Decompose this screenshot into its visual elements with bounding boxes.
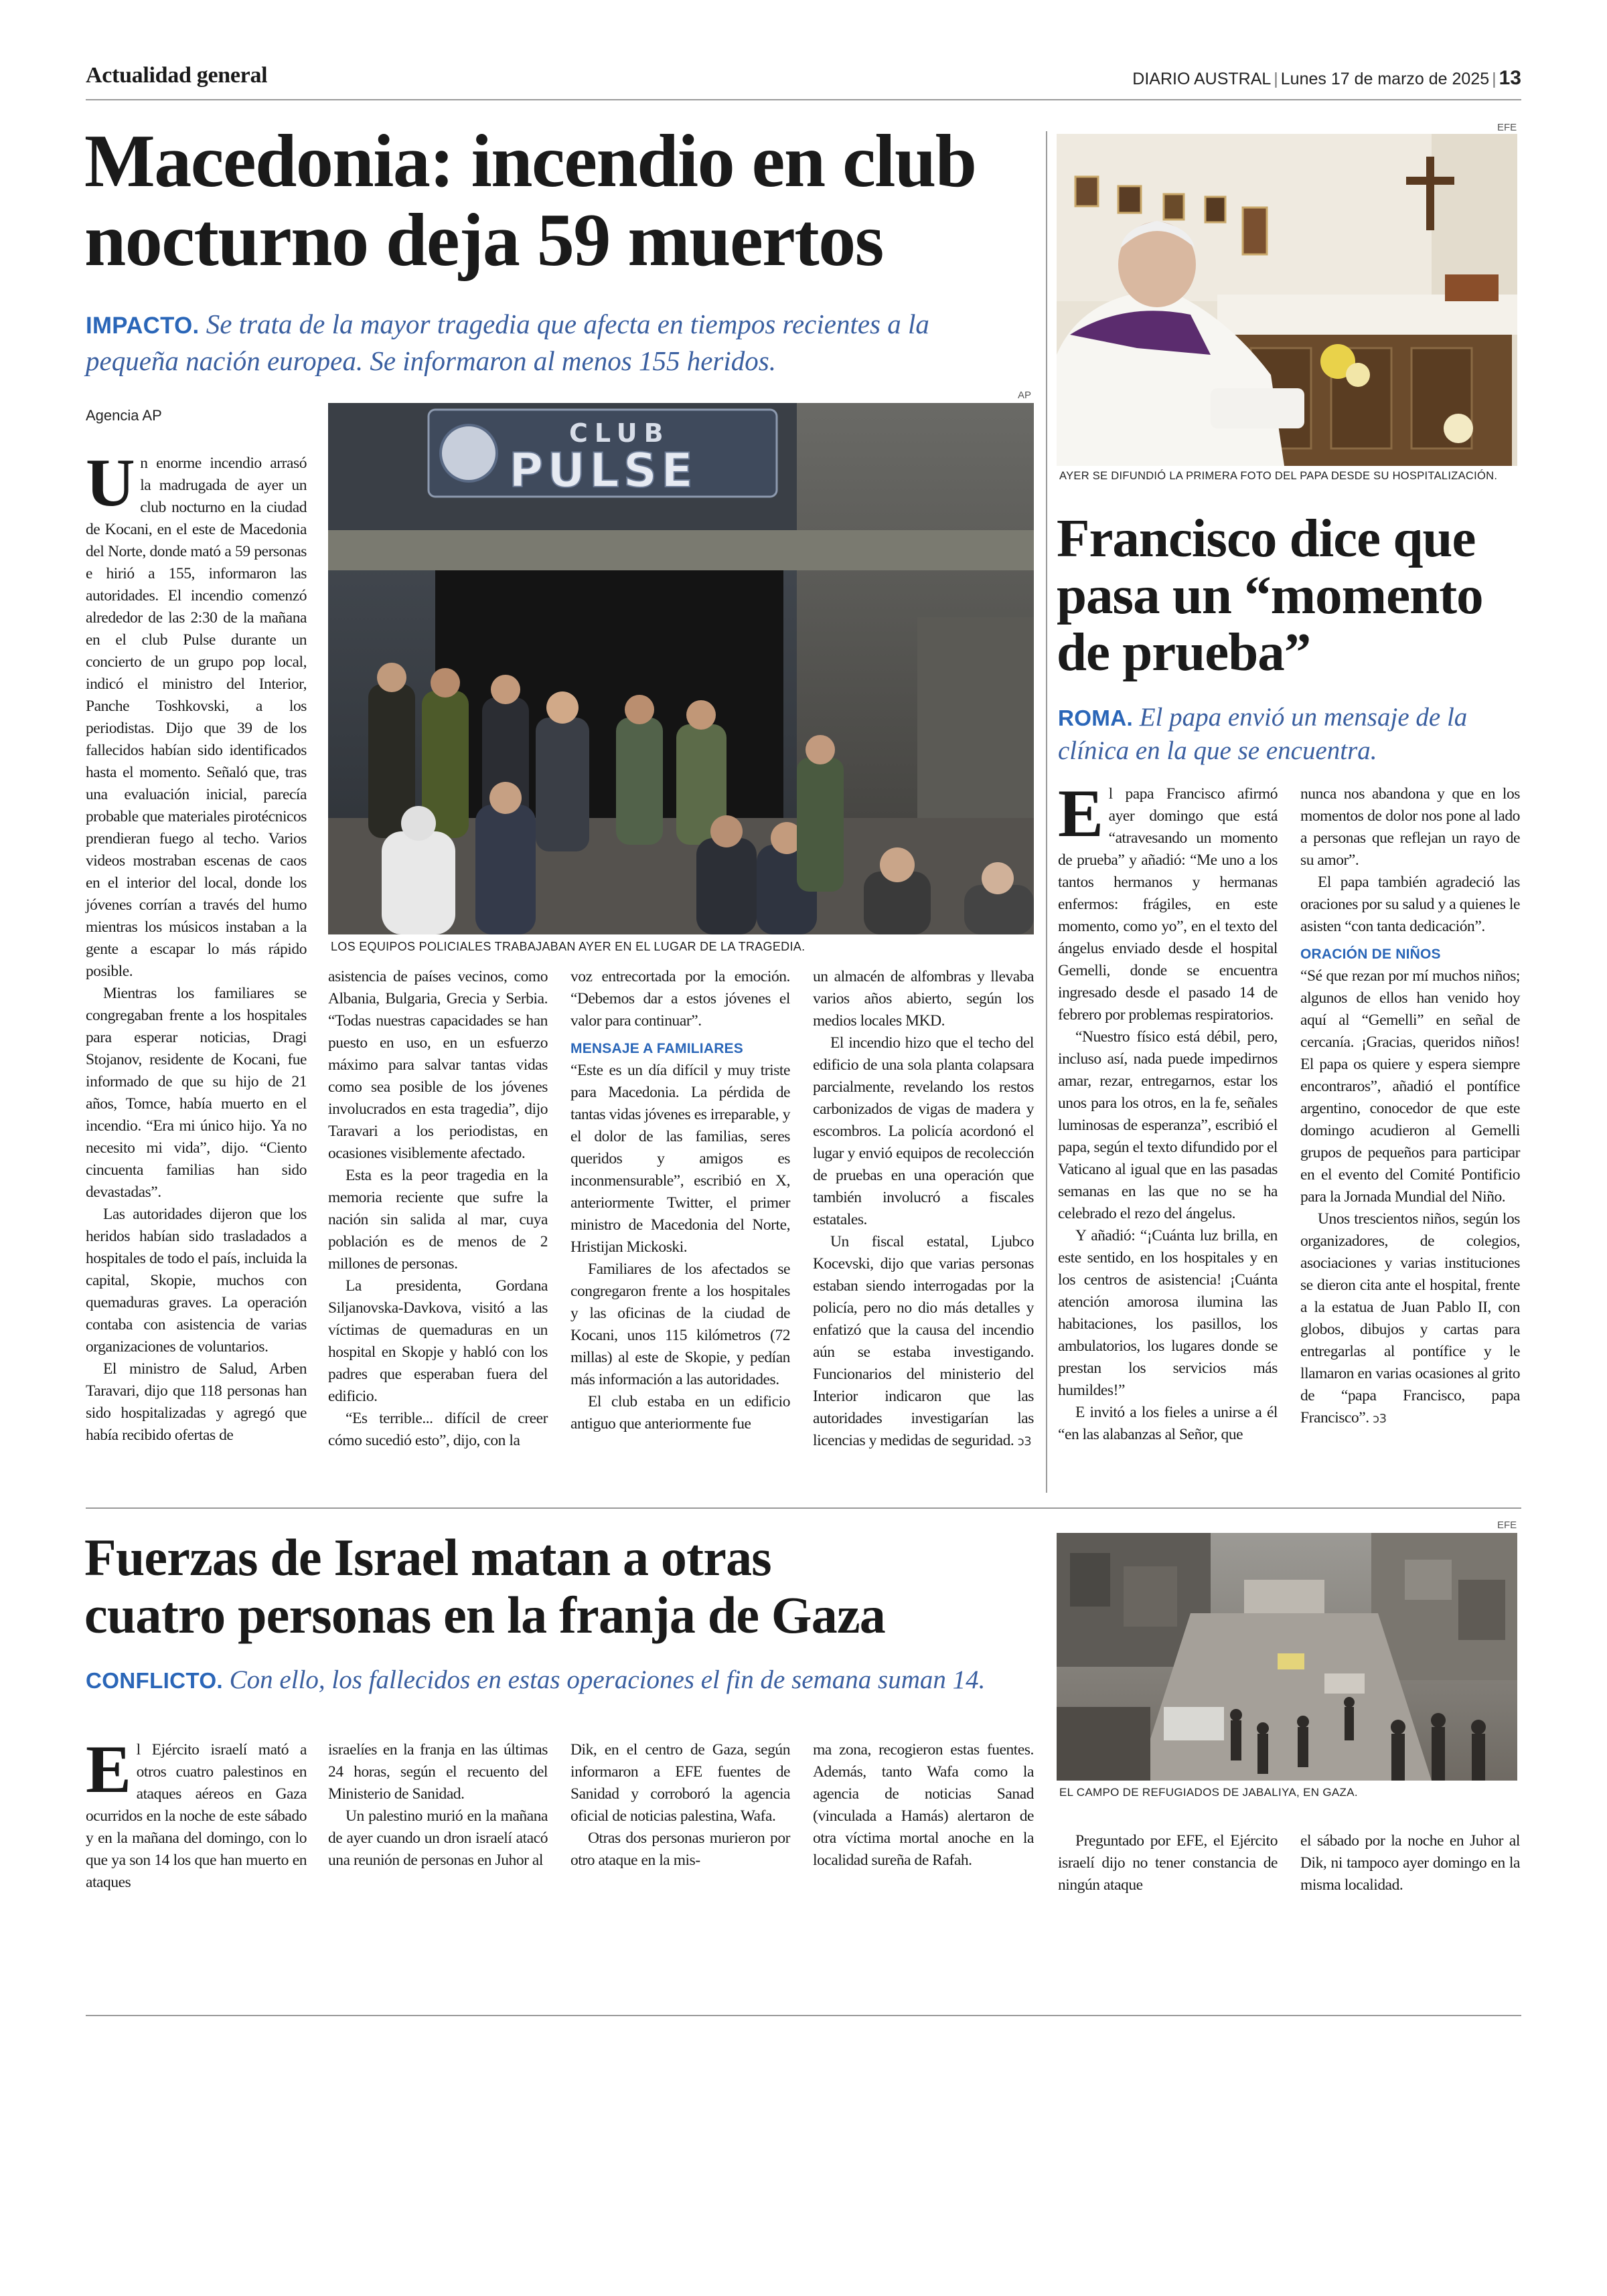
paragraph: Dik, en el centro de Gaza, según informaron a EFE fuentes de Sanidad y corroboró la agencia oficial de noticias palestina, Wafa.: [570, 1741, 790, 1825]
sign-pulse-text: PULSE: [509, 443, 697, 498]
article3-headline: [84, 1529, 885, 1644]
paragraph: un almacén de alfombras y llevaba varios años abierto, según los medios locales MKD.: [813, 968, 1034, 1030]
article1-kicker: [86, 307, 929, 378]
paragraph: El incendio hizo que el techo del edificio de una sola planta colapsara parcialmente, revelando los restos carbonizados de vigas de madera y escombros. La policía acordonó el lugar y envió equipos de recolección de pruebas en una operación que también involucró a fiscales estatales.: [813, 1034, 1034, 1228]
paragraph: Familiares de los afectados se congregaron frente a los hospitales y las oficinas de la ciudad de Kocani, unos 115 kilómetros (72 millas) al este de Skopie, y pedían más información a las autoridades.: [570, 1260, 790, 1388]
column-divider: [1046, 131, 1047, 1493]
paragraph: Esta es la peor tragedia en la memoria reciente que sufre la nación sin salida al mar, cuya población es de menos de 2 millones de personas.: [328, 1167, 548, 1273]
headline-line: Francisco dice que: [1057, 508, 1476, 568]
article1-column-2: [328, 966, 548, 1452]
subhead: ORACIÓN DE NIÑOS: [1300, 947, 1441, 962]
article1-headline: [84, 122, 976, 280]
photo-caption: AYER SE DIFUNDIÓ LA PRIMERA FOTO DEL PAPA DESDE SU HOSPITALIZACIÓN.: [1059, 470, 1498, 482]
article2-column-1: [1058, 776, 1278, 1446]
paragraph: israelíes en la franja en las últimas 24 horas, según el recuento del Ministerio de Sanidad.: [328, 1741, 548, 1803]
photo-caption: LOS EQUIPOS POLICIALES TRABAJABAN AYER EN EL LUGAR DE LA TRAGEDIA.: [331, 940, 806, 953]
paragraph: El ministro de Salud, Arben Taravari, dijo que 118 personas han sido hospitalizadas y agregó que había recibido ofertas de: [86, 1360, 307, 1444]
header-rule: [86, 99, 1521, 100]
newspaper-name: DIARIO AUSTRAL: [1132, 70, 1272, 88]
issue-date: Lunes 17 de marzo de 2025: [1280, 70, 1490, 88]
article1-column-4: [813, 966, 1034, 1453]
article2-column-2: [1300, 783, 1520, 1430]
article3-column-2: [328, 1739, 548, 1872]
article2-kicker: [1058, 702, 1467, 767]
pope-photo: [1057, 134, 1517, 466]
paragraph: “Es terrible... difícil de creer cómo sucedió esto”, dijo, con la: [328, 1410, 548, 1449]
article3-column-5: [1058, 1830, 1278, 1896]
article3-column-4: [813, 1739, 1034, 1872]
kicker-text: Se trata de la mayor tragedia que afecta en tiempos recientes a la: [206, 309, 929, 339]
headline-line: Macedonia: incendio en club: [84, 120, 976, 203]
article3-column-6: [1300, 1830, 1520, 1896]
paragraph: el sábado por la noche en Juhor al Dik, ni tampoco ayer domingo en la misma localidad.: [1300, 1832, 1520, 1894]
paragraph: asistencia de países vecinos, como Albania, Bulgaria, Grecia y Serbia. “Todas nuestras capacidades se han puesto en uso, en un esfuerzo máximo para salvar tantas vidas como sea posible de los jóvenes involucrados en esta tragedia”, dijo Taravari a los periodistas, en ocasiones visiblemente afectado.: [328, 968, 548, 1162]
photo-credit: AP: [1018, 390, 1032, 401]
paragraph: El papa también agradeció las oraciones por su salud y a quienes le asisten “con tanta dedicación”.: [1300, 874, 1520, 935]
jabaliya-photo: [1057, 1533, 1517, 1781]
section-divider: [86, 1507, 1521, 1509]
paragraph: nunca nos abandona y que en los momentos de dolor nos pone al lado a personas que reflejan un rayo de su amor”.: [1300, 785, 1520, 869]
club-pulse-photo: [328, 403, 1034, 934]
photo-credit: EFE: [1497, 122, 1517, 133]
end-mark-icon: ↄ3: [1373, 1412, 1387, 1426]
headline-line: pasa un “momento: [1057, 565, 1483, 625]
article3-kicker: [86, 1664, 985, 1698]
dropcap: E: [86, 1732, 131, 1807]
dropcap: U: [86, 445, 135, 521]
paragraph: El club estaba en un edificio antiguo que anteriormente fue: [570, 1393, 790, 1432]
kicker-tag: IMPACTO.: [86, 313, 200, 339]
paragraph: Unos trescientos niños, según los organizadores, de colegios, asociaciones y varias instituciones se dieron cita ante el hospital, frente a la estatua de Juan Pablo II, con globos, dibujos y cartas para entregarlas al pontífice y le llamaron en varias ocasiones al grito de “papa Francisco, papa Francisco”.: [1300, 1210, 1520, 1426]
section-name: Actualidad general: [86, 63, 268, 88]
article1-column-1: [86, 445, 307, 1447]
paragraph: Preguntado por EFE, el Ejército israelí dijo no tener constancia de ningún ataque: [1058, 1832, 1278, 1894]
paragraph: n enorme incendio arrasó la madrugada de ayer un club nocturno en la ciudad de Kocani, en el este de Macedonia del Norte, donde mató a 59 personas e hirió a 155, informaron las autoridades. El incendio comenzó alrededor de las 2:30 de la mañana en el club Pulse durante un concierto de un grupo pop local, indicó el ministro del Interior, Panche Toshkovski, a los periodistas. Dijo que 39 de los fallecidos habían sido identificados hasta el momento. Señaló que, tras una evaluación inicial, parecía probable que materiales pirotécnicos prendieran fuego al techo. Varios videos mostraban escenas de caos en el interior del local, donde los jóvenes corrían a través del humo mientras los músicos instaban a la gente a escapar lo más rápido posible.: [86, 455, 307, 980]
headline-line: nocturno deja 59 muertos: [84, 199, 883, 282]
paragraph: l Ejército israelí mató a otros cuatro palestinos en ataques aéreos en Gaza ocurridos en la noche de este sábado y en la mañana del domingo, con lo que ya son 14 los que han muerto en ataques: [86, 1741, 307, 1891]
paragraph: E invitó a los fieles a unirse a él “en las alabanzas al Señor, que: [1058, 1404, 1278, 1443]
headline-line: Fuerzas de Israel matan a otras: [84, 1528, 771, 1586]
separator: |: [1274, 70, 1278, 88]
paragraph: “Sé que rezan por mí muchos niños; algunos de ellos han venido hoy aquí al “Gemelli” en señal de cercanía. ¡Gracias, queridos niños! El papa os quiere y espera siempre encontraros”, añadió el pontífice argentino, conocedor de que este domingo acudieron al Gemelli grupos de pequeños para participar en el evento del Comité Pontificio para la Jornada Mundial del Niño.: [1300, 967, 1520, 1206]
paragraph: “Este es un día difícil y muy triste para Macedonia. La pérdida de tantas vidas jóvenes es irreparable, y el dolor de las familias, seres queridos y amigos es inconmensurable”, escribió en X, anteriormente Twitter, el primer ministro de Macedonia del Norte, Hristijan Mickoski.: [570, 1062, 790, 1256]
footer-rule: [86, 2015, 1521, 2016]
paragraph: Mientras los familiares se congregaban frente a los hospitales para esperar noticias, Dragi Stojanov, residente de Kocani, fue informado de que su hijo de 21 años, Tomce, había muerto en el incendio. “Era mi único hijo. Ya no necesito mi vida”, dijo. “Ciento cincuenta familias han sido devastadas”.: [86, 985, 307, 1201]
paragraph: “Nuestro físico está débil, pero, incluso así, nada puede impedirnos amar, rezar, entregarnos, estar los unos para los otros, en la fe, señales luminosas de esperanza”, escribió el papa, según el texto difundido por el Vaticano al igual que en las pasadas semanas en las que no se ha celebrado el rezo del ángelus.: [1058, 1028, 1278, 1222]
paragraph: voz entrecortada por la emoción. “Debemos dar a estos jóvenes el valor para continuar”.: [570, 968, 790, 1030]
kicker-text: El papa envió un mensaje de la: [1139, 703, 1468, 732]
headline-line: cuatro personas en la franja de Gaza: [84, 1586, 886, 1644]
photo-caption: EL CAMPO DE REFUGIADOS DE JABALIYA, EN GAZA.: [1059, 1786, 1358, 1799]
headline-line: de prueba”: [1057, 622, 1311, 682]
kicker-text: clínica en la que se encuentra.: [1058, 736, 1377, 765]
paragraph: Un palestino murió en la mañana de ayer cuando un dron israelí atacó una reunión de personas en Juhor al: [328, 1807, 548, 1869]
article3-column-3: [570, 1739, 790, 1872]
paragraph: Un fiscal estatal, Ljubco Kocevski, dijo que varias personas estaban siendo interrogadas por la policía, pero no dio más detalles y enfatizó que la causa del incendio aún se estaba investigando. Funcionarios del ministerio del Interior indicaron que las autoridades investigarían las licencias y medidas de seguridad.: [813, 1233, 1034, 1449]
dropcap: E: [1058, 776, 1103, 851]
article2-headline: [1057, 510, 1483, 681]
page-meta: [1132, 67, 1521, 90]
page-number: 13: [1499, 67, 1521, 89]
kicker-tag: CONFLICTO.: [86, 1669, 223, 1694]
kicker-text: Con ello, los fallecidos en estas operaciones el fin de semana suman 14.: [229, 1665, 986, 1694]
subhead: MENSAJE A FAMILIARES: [570, 1041, 743, 1056]
kicker-text: pequeña nación europea. Se informaron al menos 155 heridos.: [86, 345, 776, 376]
sign-club-text: CLUB: [569, 418, 670, 448]
separator: |: [1492, 70, 1497, 88]
article3-column-1: [86, 1732, 307, 1894]
article1-column-3: [570, 966, 790, 1435]
paragraph: l papa Francisco afirmó ayer domingo que está “atravesando un momento de prueba” y añadió: “Me uno a los tantos hermanos y hermanas enfermos: frágiles, en este momento, como yo”, en el texto del ángelus enviado desde el hospital Gemelli, donde se encuentra ingresado desde el pasado 14 de febrero por problemas respiratorios.: [1058, 785, 1278, 1023]
paragraph: ma zona, recogieron estas fuentes. Además, tanto Wafa como la agencia de noticias Sanad (vinculada a Hamás) alertaron de otra víctima mortal anoche en la localidad sureña de Rafah.: [813, 1741, 1034, 1869]
paragraph: Otras dos personas murieron por otro ataque en la mis-: [570, 1829, 790, 1869]
end-mark-icon: ↄ3: [1017, 1434, 1032, 1449]
paragraph: Las autoridades dijeron que los heridos habían sido trasladados a hospitales de todo el país, incluida la capital, Skopie, muchos con quemaduras graves. La operación contaba con asistencia de varias organizaciones de voluntarios.: [86, 1206, 307, 1356]
photo-credit: EFE: [1497, 1520, 1517, 1531]
byline: Agencia AP: [86, 407, 162, 424]
paragraph: Y añadió: “¡Cuánta luz brilla, en este sentido, en los hospitales y en los centros de asistencia! ¡Cuánta atención amorosa ilumina las habitaciones, los pasillos, los ambulatorios, los lugares donde se prestan los servicios más humildes!”: [1058, 1227, 1278, 1399]
paragraph: La presidenta, Gordana Siljanovska-Davkova, visitó a las víctimas de quemaduras en un hospital en Skopje y habló con los padres que esperaban fuera del edificio.: [328, 1277, 548, 1405]
kicker-tag: ROMA.: [1058, 706, 1133, 731]
